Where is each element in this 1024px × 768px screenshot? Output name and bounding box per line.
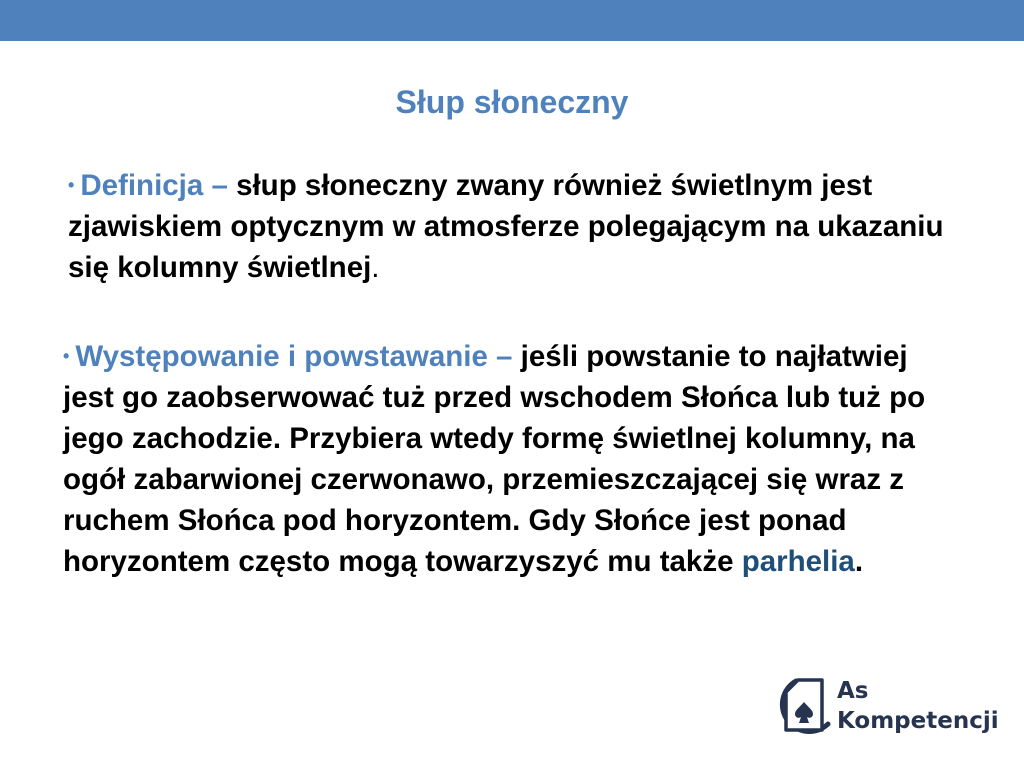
- occurrence-text: jeśli powstanie to najłatwiej jest go zaobserwować tuż przed wschodem Słońca lub tuż po jego zachodzie. Przybiera wtedy formę świetlnej kolumny, na ogół zabarwionej czerwonawo, przemieszczającej się wraz z ruchem Słońca pod horyzontem. Gdy Słońce jest ponad horyzontem często mogą towarzyszyć mu także: [63, 340, 926, 578]
- top-banner: [0, 0, 1024, 41]
- bullet-icon: •: [68, 175, 75, 195]
- definition-end: .: [371, 251, 380, 284]
- logo-line-1: As: [837, 678, 869, 704]
- spade-card-icon: [768, 672, 834, 744]
- definition-text: słup słoneczny zwany również świetlnym jest zjawiskiem optycznym w atmosferze polegającym na ukazaniu się kolumny świetlnej: [68, 169, 944, 284]
- definition-paragraph: [68, 165, 968, 288]
- definition-term: Definicja –: [80, 169, 228, 202]
- bullet-icon: •: [63, 346, 70, 366]
- logo-text: [837, 676, 999, 736]
- parhelia-link[interactable]: parhelia: [741, 545, 855, 578]
- slide-title: Słup słoneczny: [395, 84, 629, 120]
- as-kompetencji-logo: [768, 672, 998, 744]
- logo-line-2: Kompetencji: [837, 708, 999, 734]
- occurrence-term: Występowanie i powstawanie –: [75, 340, 513, 373]
- occurrence-end: .: [854, 545, 864, 578]
- occurrence-paragraph: [63, 336, 963, 582]
